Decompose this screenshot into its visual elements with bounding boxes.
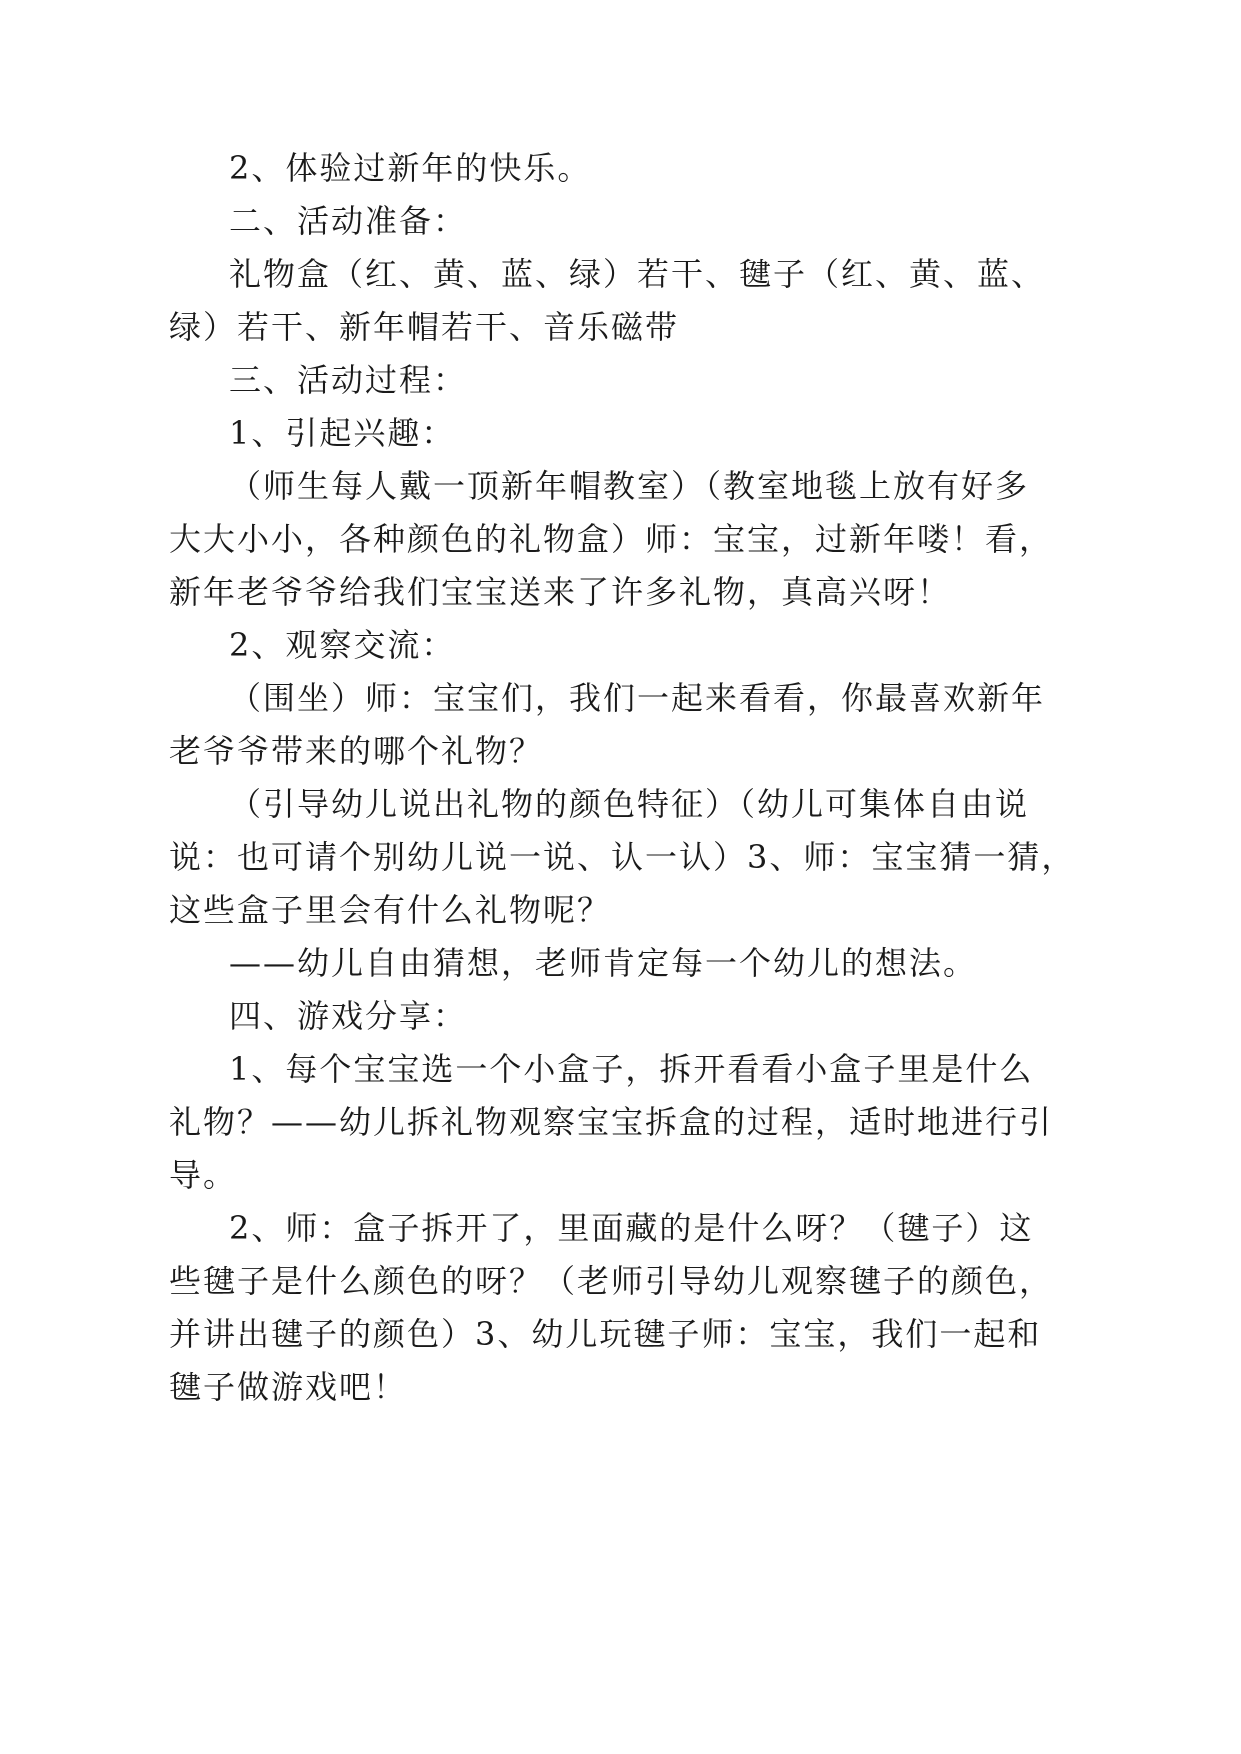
text-line: 2、观察交流： [229,626,456,664]
section-heading: 二、活动准备： [229,202,468,240]
text-line: 2、体验过新年的快乐。 [229,149,592,187]
text-line: 些毽子是什么颜色的呀？（老师引导幼儿观察毽子的颜色， [169,1262,1054,1300]
text-line: 毽子做游戏吧！ [169,1368,408,1406]
text-line: 并讲出毽子的颜色）3、幼儿玩毽子师：宝宝，我们一起和 [169,1315,1042,1353]
text-line: 礼物盒（红、黄、蓝、绿）若干、毽子（红、黄、蓝、 [229,255,1046,293]
text-line: 礼物？——幼儿拆礼物观察宝宝拆盒的过程，适时地进行引 [169,1103,1054,1141]
text-line: 这些盒子里会有什么礼物呢？ [169,891,612,929]
text-line: 导。 [169,1156,238,1194]
text-line: 1、引起兴趣： [229,414,456,452]
text-line: （引导幼儿说出礼物的颜色特征）（幼儿可集体自由说 [229,785,1030,823]
section-heading: 四、游戏分享： [229,997,468,1035]
text-line: 2、师：盒子拆开了，里面藏的是什么呀？（毽子）这 [229,1209,1034,1247]
text-line: （师生每人戴一顶新年帽教室）（教室地毯上放有好多 [229,467,1030,505]
text-line: ——幼儿自由猜想，老师肯定每一个幼儿的想法。 [229,944,978,982]
text-line: 说：也可请个别幼儿说一说、认一认）3、师：宝宝猜一猜， [169,838,1076,876]
text-line: 新年老爷爷给我们宝宝送来了许多礼物，真高兴呀！ [169,573,952,611]
text-line: （围坐）师：宝宝们，我们一起来看看，你最喜欢新年 [229,679,1046,717]
text-line: 绿）若干、新年帽若干、音乐磁带 [169,308,680,346]
section-heading: 三、活动过程： [229,361,468,399]
text-line: 大大小小，各种颜色的礼物盒）师：宝宝，过新年喽！看， [169,520,1054,558]
text-line: 老爷爷带来的哪个礼物？ [169,732,544,770]
text-line: 1、每个宝宝选一个小盒子，拆开看看小盒子里是什么 [229,1050,1034,1088]
